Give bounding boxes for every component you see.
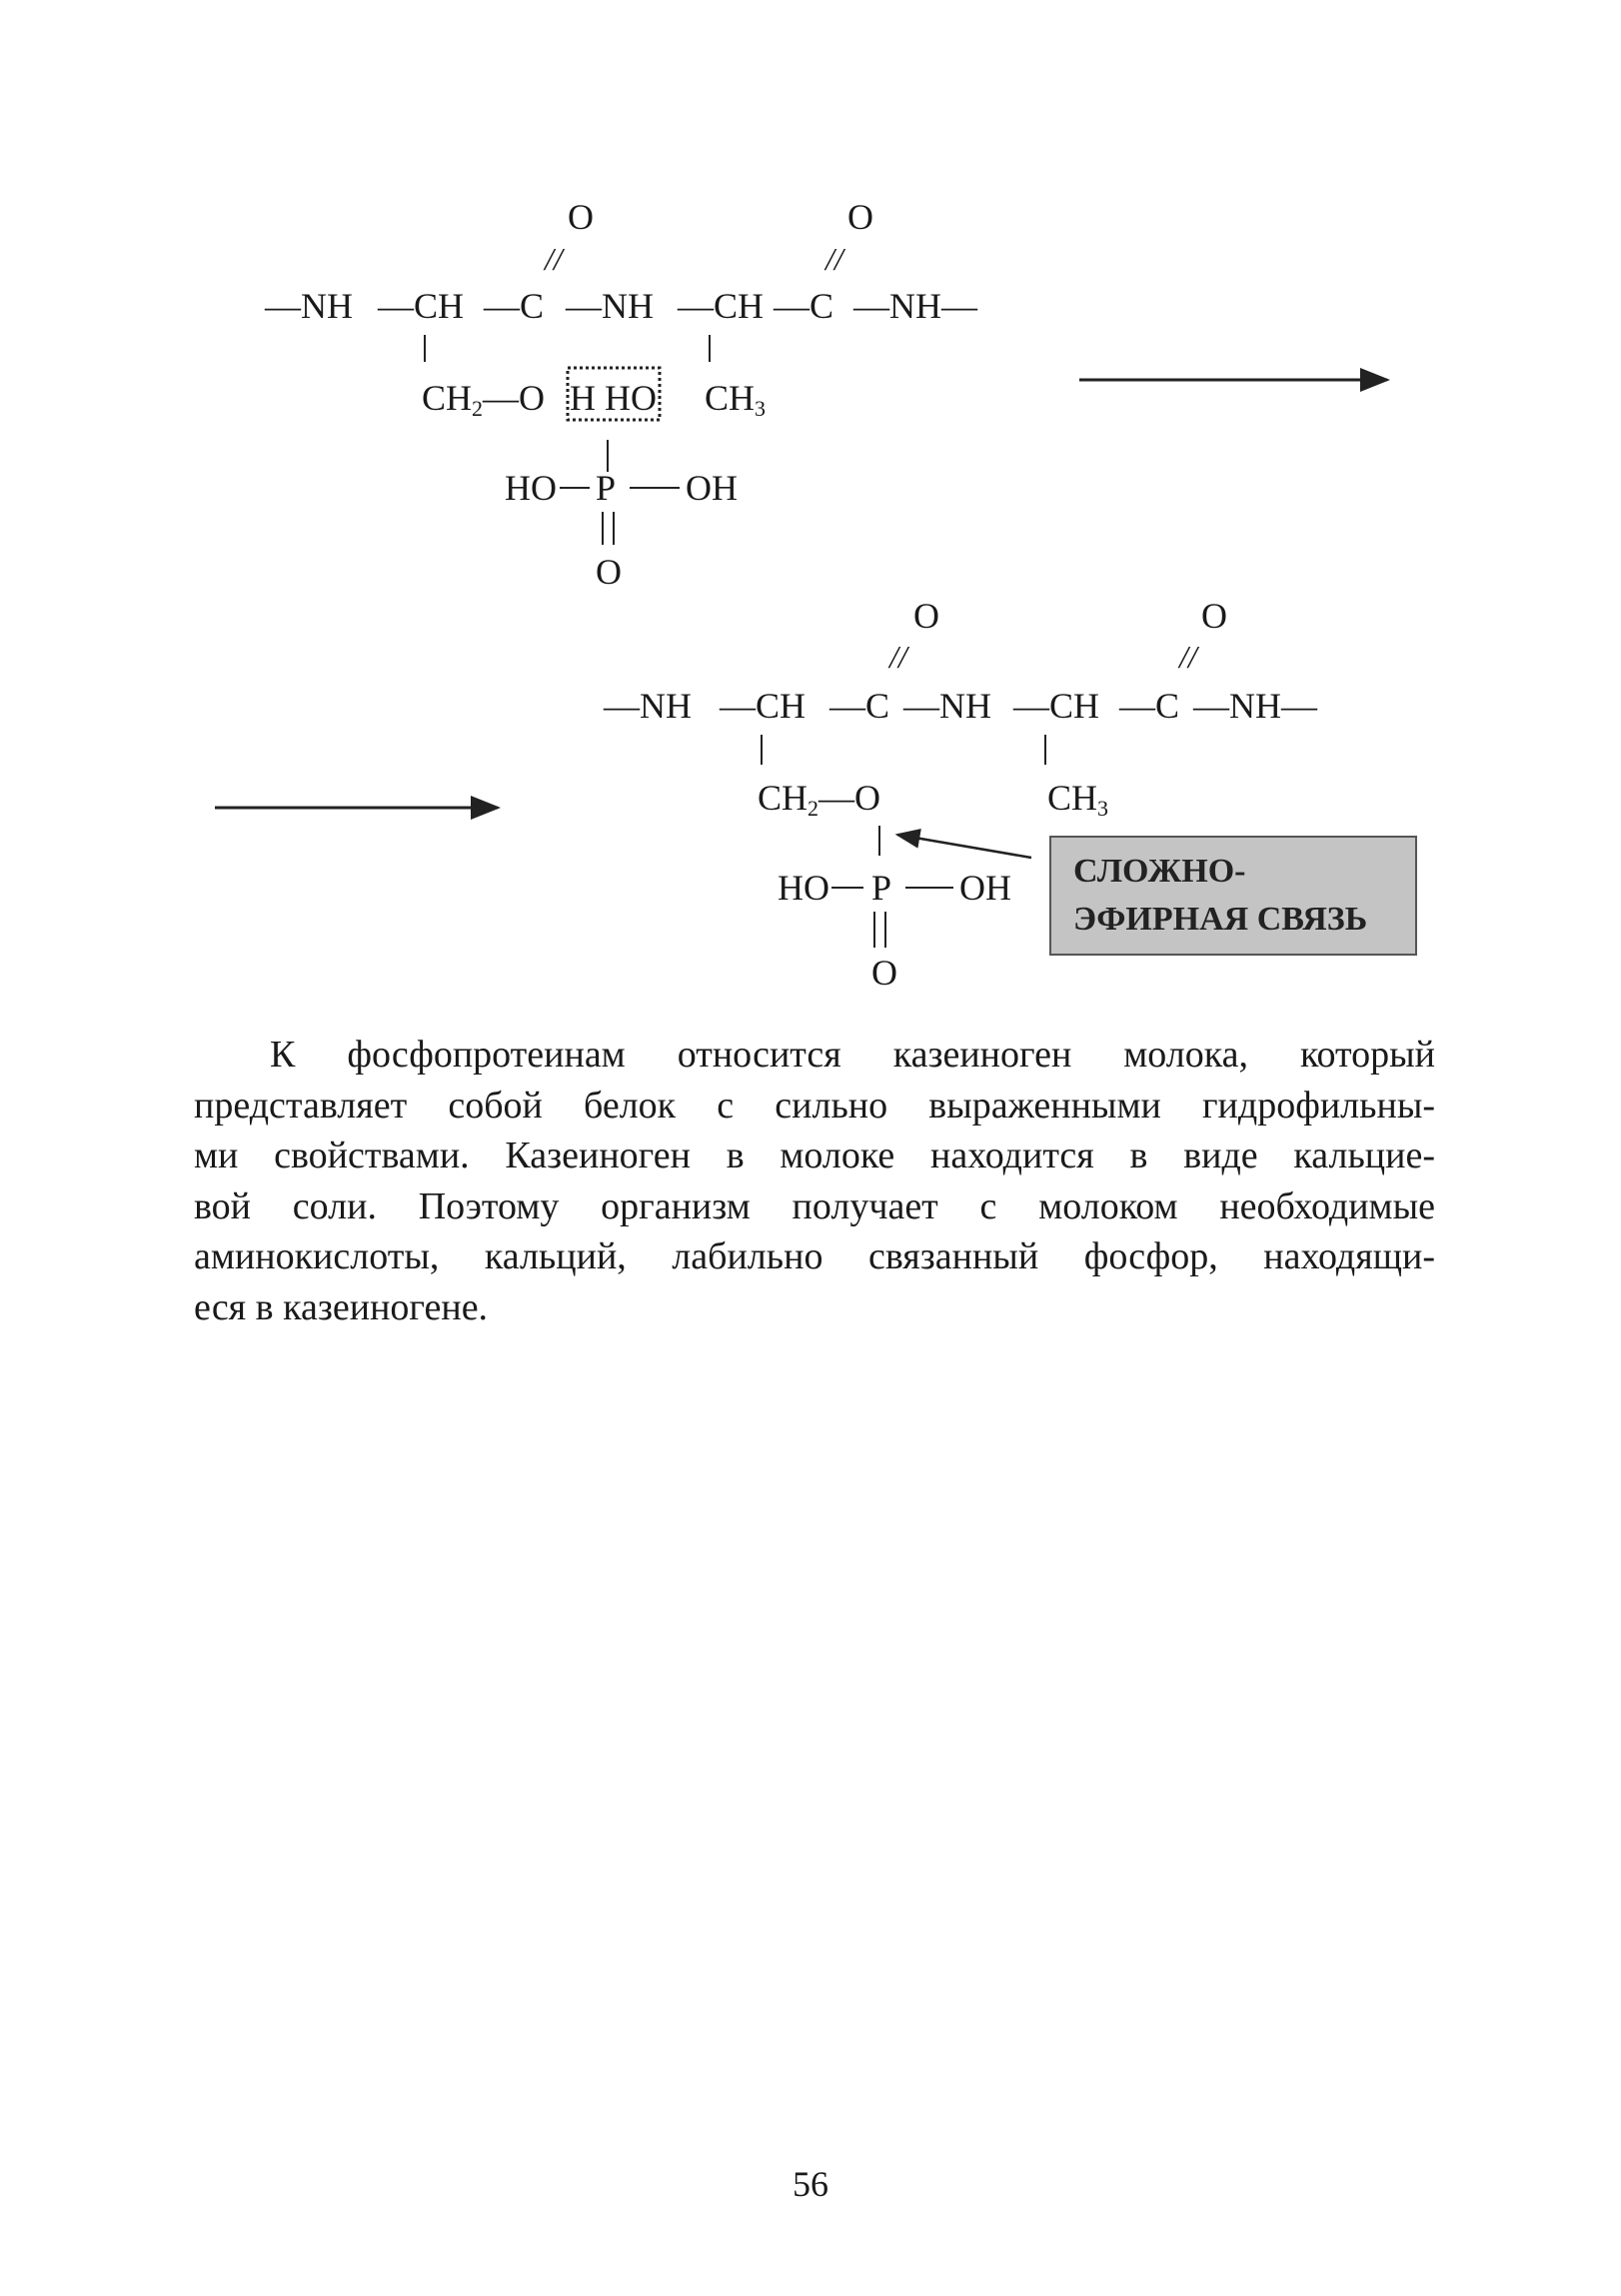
reactant-side-chain-1: CH2—O: [422, 378, 546, 421]
reactant-phosphate-oh: OH: [686, 468, 738, 508]
reactant-backbone-nh-3: —NH—: [853, 286, 977, 326]
reactant-backbone-c-2: —C: [774, 286, 834, 326]
product-phosphate-ho: HO: [778, 868, 829, 908]
product-side-chain-2: CH3: [1047, 778, 1109, 821]
ester-bond-label-line-2: ЭФИРНАЯ СВЯЗЬ: [1073, 901, 1368, 938]
reactant-side-chain-2: CH3: [705, 378, 767, 421]
reactant-double-bond-1: //: [545, 241, 563, 277]
product-double-bond-1: //: [889, 639, 907, 675]
reactant-backbone-nh-2: —NH: [566, 286, 654, 326]
product-backbone-nh-3: —NH—: [1193, 686, 1317, 726]
product-phosphate-p: P: [871, 868, 892, 908]
reactant-backbone-ch-1: —CH: [378, 286, 465, 326]
reactant-carbonyl-o-2: O: [847, 197, 873, 237]
reactant-carbonyl-o-1: O: [568, 197, 594, 237]
reactant-phosphate-p: P: [596, 468, 617, 508]
product-backbone-c-2: —C: [1119, 686, 1180, 726]
paragraph-line: ми свойствами. Казеиноген в молоке находится в виде кальцие-: [194, 1135, 1435, 1176]
product-carbonyl-o-1: O: [913, 596, 939, 636]
paragraph-line: еся в казеиногене.: [194, 1285, 489, 1328]
ester-bond-label: [1049, 836, 1417, 956]
product-phosphate-oh: OH: [959, 868, 1011, 908]
paragraph-line: аминокислоты, кальций, лабильно связанный фосфор, находящи-: [194, 1235, 1435, 1277]
reactant-removed-water: H HO: [570, 378, 657, 418]
ester-bond-label-line-1: СЛОЖНО-: [1073, 853, 1246, 890]
product-backbone-nh-1: —NH: [604, 686, 692, 726]
product-backbone-ch-2: —CH: [1013, 686, 1100, 726]
ester-bond-pointer: [897, 835, 1031, 858]
paragraph-line: представляет собой белок с сильно выраженными гидрофильны-: [194, 1084, 1435, 1127]
reactant-double-bond-2: //: [825, 241, 843, 277]
paragraph-line: К фосфопротеинам относится казеиноген молока, который: [270, 1034, 1435, 1076]
reactant-backbone-nh-1: —NH: [265, 286, 353, 326]
product-phosphate-o: O: [871, 953, 897, 993]
product-backbone-c-1: —C: [829, 686, 890, 726]
body-paragraph: [194, 1030, 1435, 1332]
product-double-bond-2: //: [1179, 639, 1197, 675]
paragraph-line: вой соли. Поэтому организм получает с молоком необходимые: [194, 1184, 1435, 1227]
product-carbonyl-o-2: O: [1201, 596, 1227, 636]
reactant-backbone-ch-2: —CH: [678, 286, 765, 326]
product-side-chain-1: CH2—O: [758, 778, 881, 821]
reactant-structure: [264, 197, 978, 592]
product-backbone-nh-2: —NH: [903, 686, 991, 726]
reactant-phosphate-o: O: [596, 552, 622, 592]
reactant-backbone-c-1: —C: [484, 286, 545, 326]
page-number: 56: [793, 2164, 828, 2204]
reactant-phosphate-ho: HO: [505, 468, 557, 508]
product-backbone-ch-1: —CH: [720, 686, 807, 726]
